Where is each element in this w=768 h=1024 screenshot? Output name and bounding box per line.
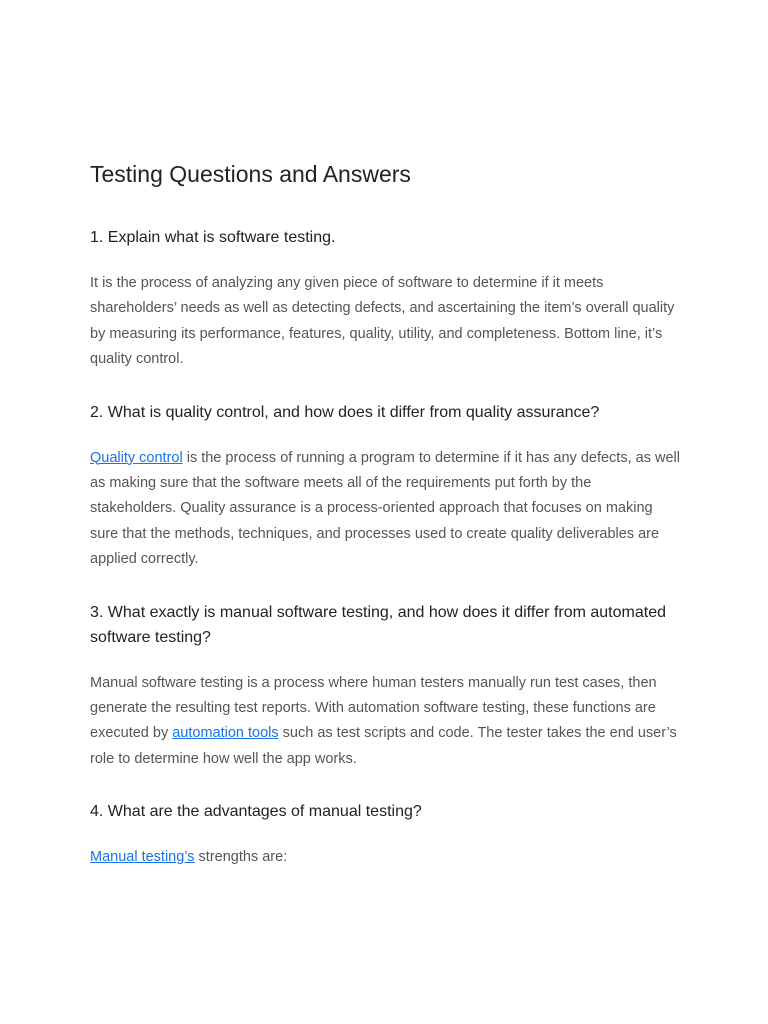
answer-4: [90, 845, 680, 870]
page-title: Testing Questions and Answers: [90, 161, 411, 187]
question-1: 1. Explain what is software testing.: [90, 229, 336, 246]
answer-2-text: is the process of running a program to determine if it has any defects, as well as making sure that the software meets all of the requirements put forth by the stakeholders. Quality assurance is a process-oriented approach that focuses on making sure that the methods, techniques, and processes used to create quality deliverables are applied correctly.: [90, 449, 680, 568]
answer-2: [90, 446, 680, 573]
question-2: 2. What is quality control, and how does it differ from quality assurance?: [90, 403, 600, 421]
manual-testing-link[interactable]: Manual testing’s: [90, 849, 195, 866]
answer-3-text-after: such as test scripts and code. The tester takes the end user’s role to determine how well the app works.: [90, 725, 677, 767]
question-3: 3. What exactly is manual software testing, and how does it differ from automated software testing?: [90, 603, 666, 646]
answer-1: It is the process of analyzing any given piece of software to determine if it meets shareholders’ needs as well as detecting defects, and ascertaining the item’s overall quality by measuring its performance, features, quality, utility, and completeness. Bottom line, it’s quality control.: [90, 275, 675, 368]
automation-tools-link[interactable]: automation tools: [172, 725, 279, 742]
document-page: [90, 156, 680, 898]
quality-control-link[interactable]: Quality control: [90, 449, 183, 466]
answer-3-text-before: Manual software testing is a process where human testers manually run test cases, then generate the resulting test reports. With automation software testing, these functions are executed by: [90, 674, 657, 742]
question-4: 4. What are the advantages of manual testing?: [90, 803, 422, 821]
answer-3: [90, 671, 680, 773]
answer-4-text: strengths are:: [194, 849, 288, 866]
